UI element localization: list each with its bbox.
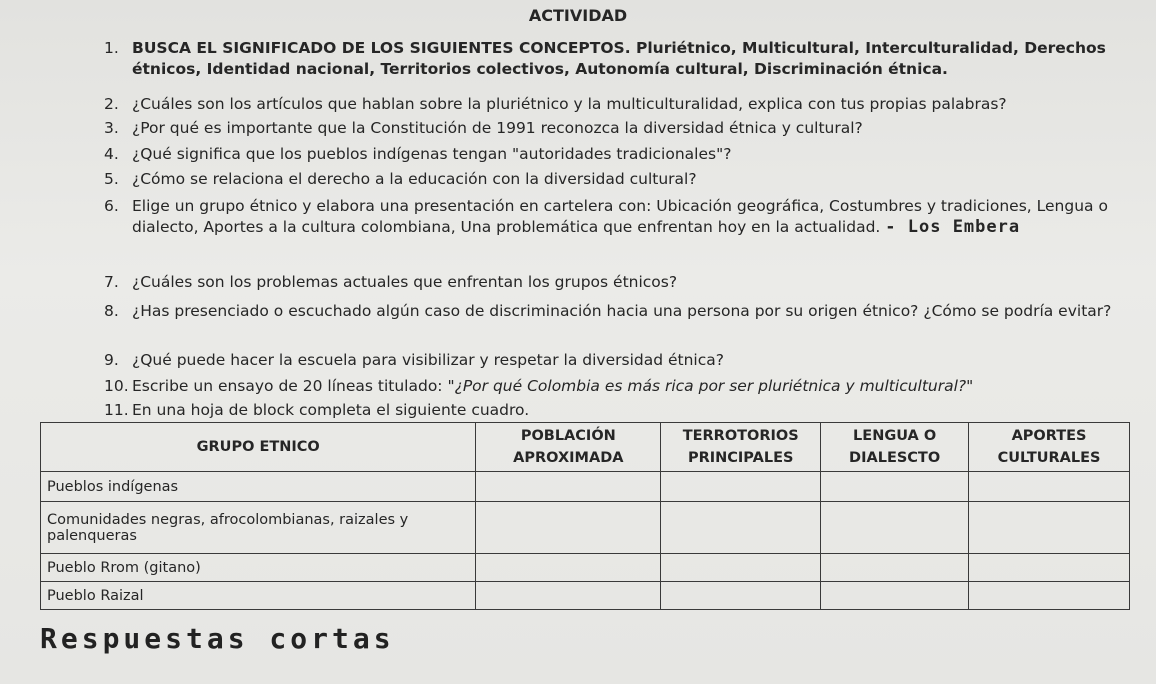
question-number: 2.: [104, 95, 119, 113]
question-4: [104, 144, 1134, 165]
question-8: [104, 301, 1134, 322]
table-cell: Pueblo Raizal: [41, 582, 476, 610]
question-number: 3.: [104, 119, 119, 137]
question-text: ¿Cómo se relaciona el derecho a la educación con la diversidad cultural?: [132, 170, 697, 188]
table-cell: [476, 554, 661, 582]
question-7: [104, 272, 1134, 293]
question-text: En una hoja de block completa el siguiente cuadro.: [132, 401, 530, 419]
question-text: ¿Qué significa que los pueblos indígenas tengan "autoridades tradicionales"?: [132, 145, 732, 163]
handwritten-note: Respuestas cortas: [40, 622, 395, 655]
table-cell: [661, 472, 821, 502]
table-cell: [969, 554, 1130, 582]
table-cell: [821, 582, 969, 610]
page-title: ACTIVIDAD: [528, 6, 628, 25]
header-poblacion: POBLACIÓN APROXIMADA: [476, 423, 661, 472]
table-cell: [821, 472, 969, 502]
question-text: BUSCA EL SIGNIFICADO DE LOS SIGUIENTES CONCEPTOS. Pluriétnico, Multicultural, Interculturalidad, Derechos étnicos, Identidad nacional, Territorios colectivos, Autonomía cultural, Discriminación étnica.: [132, 39, 1106, 78]
question-2: [104, 94, 1134, 115]
header-territorios: TERROTORIOS PRINCIPALES: [661, 423, 821, 472]
table-cell: [969, 502, 1130, 554]
header-aportes: APORTES CULTURALES: [969, 423, 1130, 472]
table-row: [41, 472, 1130, 502]
question-number: 9.: [104, 351, 119, 369]
question-6: [104, 196, 1134, 238]
table-cell: [661, 582, 821, 610]
table-cell: [476, 582, 661, 610]
question-text: ¿Cuáles son los artículos que hablan sobre la pluriétnico y la multiculturalidad, explica con tus propias palabras?: [132, 95, 1007, 113]
question-text: ¿Cuáles son los problemas actuales que enfrentan los grupos étnicos?: [132, 273, 678, 291]
question-number: 8.: [104, 302, 119, 320]
table-cell: Pueblos indígenas: [41, 472, 476, 502]
table-cell: [661, 502, 821, 554]
table-header-row: [41, 423, 1130, 472]
table-row: [41, 502, 1130, 554]
essay-title: "¿Por qué Colombia es más rica por ser pluriétnica y multicultural?": [447, 377, 974, 395]
question-5: [104, 169, 1134, 190]
header-grupo-etnico: GRUPO ETNICO: [41, 423, 476, 472]
question-9: [104, 350, 1134, 371]
question-text: ¿Has presenciado o escuchado algún caso de discriminación hacia una persona por su origen étnico? ¿Cómo se podría evitar?: [132, 302, 1112, 320]
table-cell: [969, 472, 1130, 502]
question-number: 5.: [104, 170, 119, 188]
table-row: [41, 554, 1130, 582]
table-cell: [821, 502, 969, 554]
table-row: [41, 582, 1130, 610]
header-lengua: LENGUA O DIALESCTO: [821, 423, 969, 472]
question-1: [104, 38, 1134, 80]
table-cell: [476, 472, 661, 502]
table-cell: [661, 554, 821, 582]
question-text: Escribe un ensayo de 20 líneas titulado:: [132, 377, 443, 395]
question-number: 4.: [104, 145, 119, 163]
question-10: [104, 376, 1134, 397]
table-cell: [821, 554, 969, 582]
table-cell: Pueblo Rrom (gitano): [41, 554, 476, 582]
question-number: 11.: [104, 401, 129, 419]
question-3: [104, 118, 1134, 139]
question-number: 10.: [104, 377, 129, 395]
question-11: [104, 400, 1134, 421]
question-text: ¿Por qué es importante que la Constitución de 1991 reconozca la diversidad étnica y cultural?: [132, 119, 863, 137]
table-cell: Comunidades negras, afrocolombianas, raizales y palenqueras: [41, 502, 476, 554]
question-text: Elige un grupo étnico y elabora una presentación en cartelera con: Ubicación geográfica, Costumbres y tradiciones, Lengua o dialecto, Aportes a la cultura colombiana, Una problemática que enfrentan hoy en la actualidad.: [132, 197, 1108, 236]
table-cell: [969, 582, 1130, 610]
table-cell: [476, 502, 661, 554]
question-number: 1.: [104, 39, 119, 57]
ethnic-groups-table: [40, 422, 1130, 610]
question-number: 7.: [104, 273, 119, 291]
question-text: ¿Qué puede hacer la escuela para visibilizar y respetar la diversidad étnica?: [132, 351, 724, 369]
question-number: 6.: [104, 197, 119, 215]
handwritten-answer: - Los Embera: [885, 217, 1021, 237]
